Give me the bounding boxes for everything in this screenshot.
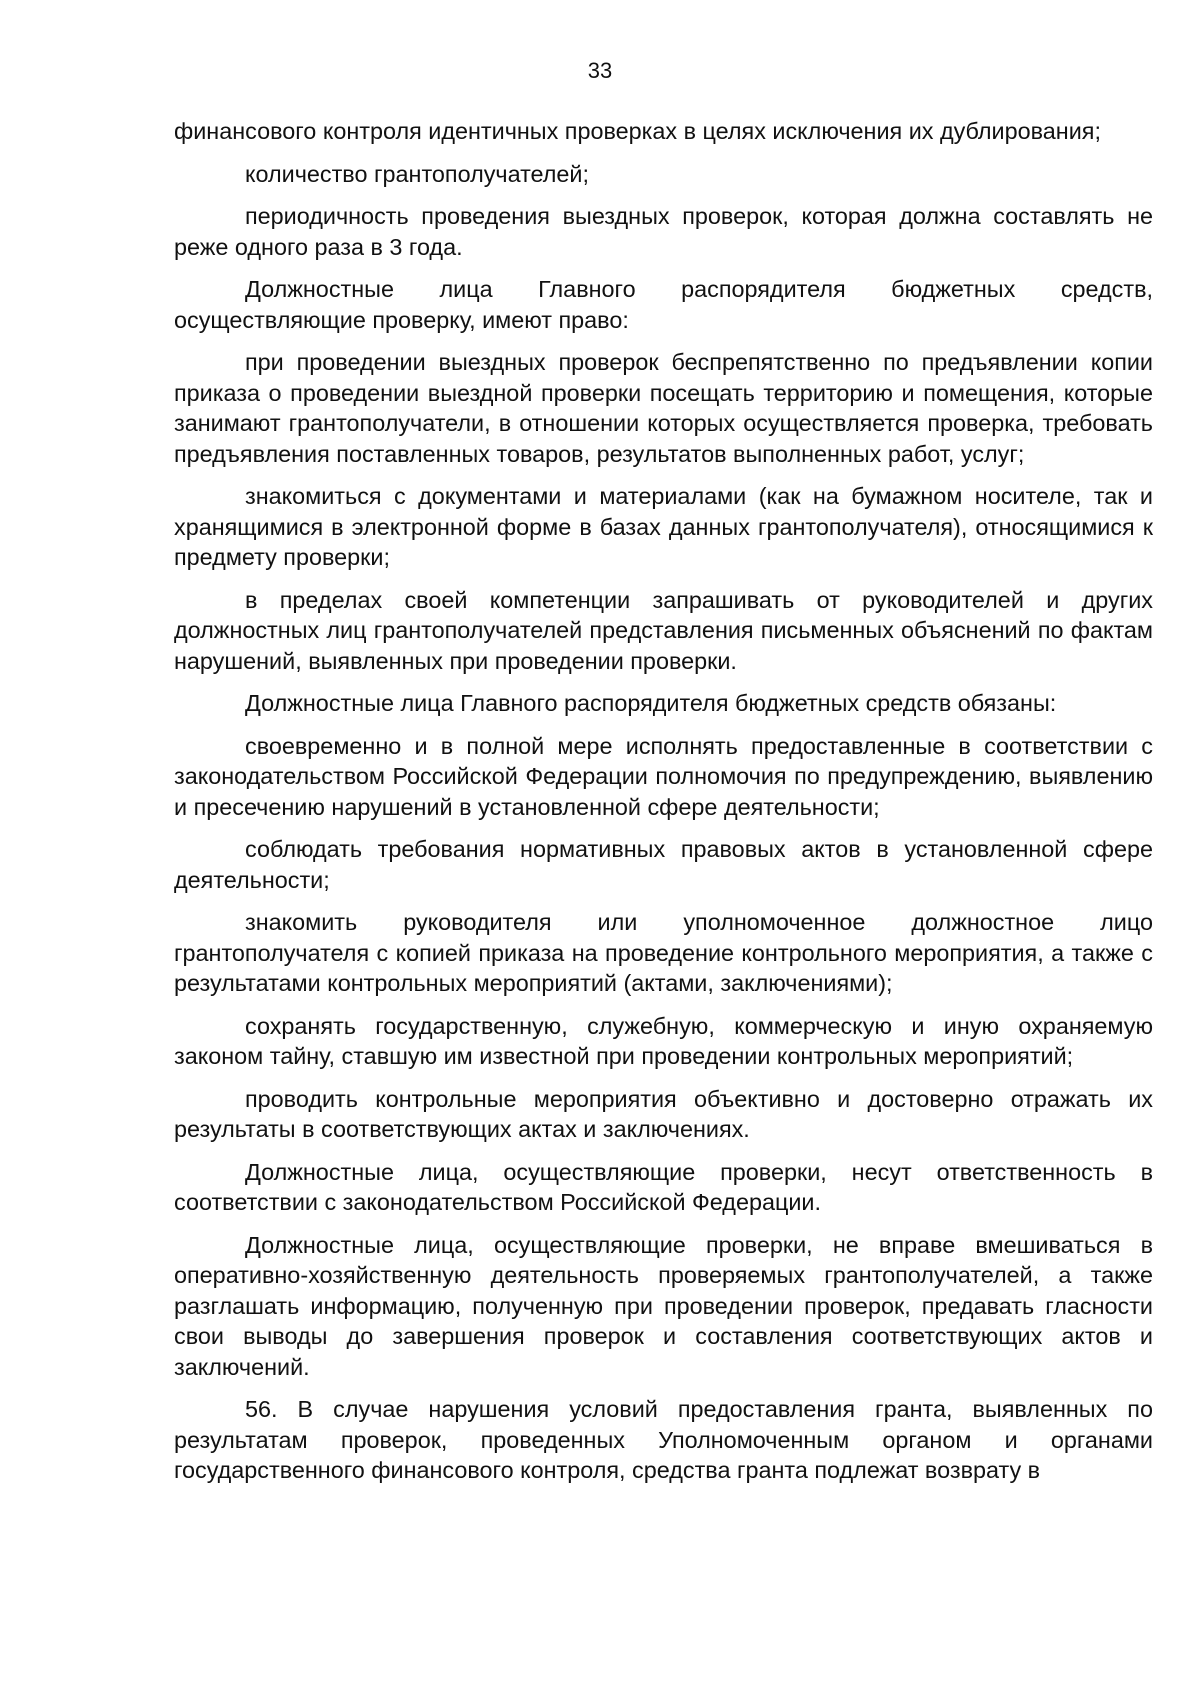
document-body <box>174 116 1153 1498</box>
paragraph: периодичность проведения выездных проверок, которая должна составлять не реже одного раза в 3 года. <box>174 203 1153 260</box>
page-number: 33 <box>587 58 613 83</box>
paragraph: соблюдать требования нормативных правовых актов в установленной сфере деятельности; <box>174 836 1153 893</box>
paragraph: Должностные лица, осуществляющие проверки, не вправе вмешиваться в оперативно-хозяйственную деятельность проверяемых грантополучателей, а также разглашать информацию, полученную при проведении проверок, предавать гласности свои выводы до завершения проверок и составления соответствующих актов и заключений. <box>174 1231 1153 1380</box>
paragraph: знакомить руководителя или уполномоченное должностное лицо грантополучателя с копией приказа на проведение контрольного мероприятия, а также с результатами контрольных мероприятий (актами, заключениями); <box>174 909 1153 996</box>
paragraph: знакомиться с документами и материалами (как на бумажном носителе, так и хранящимися в электронной форме в базах данных грантополучателя), относящимися к предмету проверки; <box>174 483 1153 570</box>
paragraph: при проведении выездных проверок беспрепятственно по предъявлении копии приказа о проведении выездной проверки посещать территорию и помещения, которые занимают грантополучатели, в отношении которых осуществляется проверка, требовать предъявления поставленных товаров, результатов выполненных работ, услуг; <box>174 349 1153 467</box>
paragraph: Должностные лица Главного распорядителя бюджетных средств обязаны: <box>245 690 1057 716</box>
paragraph: Должностные лица, осуществляющие проверки, несут ответственность в соответствии с законодательством Российской Федерации. <box>174 1158 1153 1215</box>
paragraph: количество грантополучателей; <box>245 160 589 187</box>
paragraph: 56. В случае нарушения условий предоставления гранта, выявленных по результатам проверок, проведенных Уполномоченным органом и органами государственного финансового контроля, средства гранта подлежат возврату в <box>174 1396 1153 1483</box>
paragraph: своевременно и в полной мере исполнять предоставленные в соответствии с законодательством Российской Федерации полномочия по предупреждению, выявлению и пресечению нарушений в установленной сфере деятельности; <box>174 732 1153 820</box>
paragraph: финансового контроля идентичных проверках в целях исключения их дублирования; <box>174 118 1101 144</box>
paragraph: Должностные лица Главного распорядителя бюджетных средств, осуществляющие проверку, имеют право: <box>174 276 1153 333</box>
paragraph: сохранять государственную, служебную, коммерческую и иную охраняемую законом тайну, ставшую им известной при проведении контрольных мероприятий; <box>174 1012 1153 1069</box>
paragraph: проводить контрольные мероприятия объективно и достоверно отражать их результаты в соответствующих актах и заключениях. <box>174 1085 1153 1142</box>
paragraph: в пределах своей компетенции запрашивать от руководителей и других должностных лиц грантополучателей представления письменных объяснений по фактам нарушений, выявленных при проведении проверки. <box>174 586 1153 674</box>
